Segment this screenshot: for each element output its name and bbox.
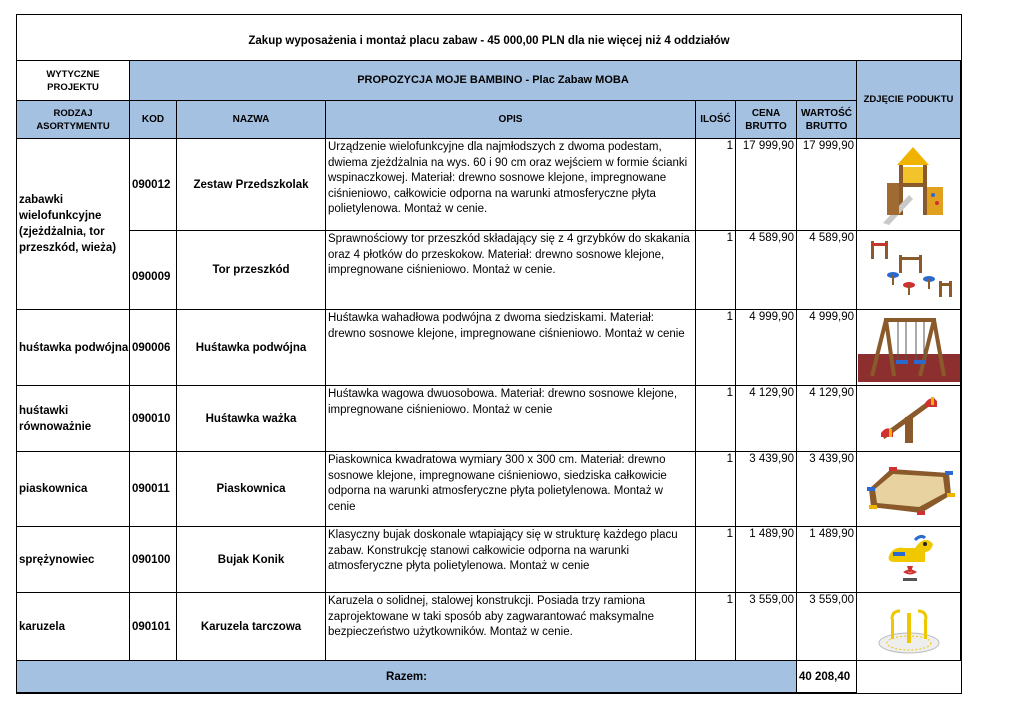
value-cell: 4 129,90 (797, 386, 857, 452)
code-cell: 090100 (130, 527, 177, 593)
name-cell: Huśtawka ważka (177, 386, 326, 452)
quantity-cell: 1 (696, 139, 736, 231)
carousel-image (874, 599, 944, 655)
description-cell: Huśtawka wahadłowa podwójna z dwoma siedziskami. Materiał: drewno sosnowe klejone, impregnowane ciśnieniowo. Montaż w cenie (326, 310, 696, 386)
category-cell: piaskownica (17, 452, 130, 527)
photo-cell (857, 386, 961, 452)
value-cell: 3 439,90 (797, 452, 857, 527)
name-cell: Huśtawka podwójna (177, 310, 326, 386)
double-swing-image (858, 314, 960, 382)
price-cell: 4 999,90 (736, 310, 797, 386)
header-kod: KOD (130, 101, 177, 139)
obstacle-course-image (863, 235, 955, 305)
header-photo: ZDJĘCIE PODUKTU (857, 61, 961, 139)
price-cell: 17 999,90 (736, 139, 797, 231)
code-cell: 090101 (130, 593, 177, 661)
sandbox-image (861, 461, 957, 517)
name-cell: Zestaw Przedszkolak (177, 139, 326, 231)
total-value: 40 208,40 (797, 661, 857, 693)
value-cell: 4 999,90 (797, 310, 857, 386)
photo-cell (857, 527, 961, 593)
header-proposal: PROPOZYCJA MOJE BAMBINO - Plac Zabaw MOBA (130, 61, 857, 101)
category-cell: zabawki wielofunkcyjne (zjeżdżalnia, tor przeszkód, wieża) (17, 139, 130, 310)
description-cell: Urządzenie wielofunkcyjne dla najmłodszych z dwoma podestam, dwiema zjeżdżalnia na wys. 60 i 90 cm oraz wejściem w formie ścianki wspinaczkowej. Materiał: drewno sosnowe klejone, impregnowane ciśnieniowo, całkowicie odporna na warunki atmosferyczne płyta polietylenowa. Montaż w cenie. (326, 139, 696, 231)
quantity-cell: 1 (696, 452, 736, 527)
code-cell: 090010 (130, 386, 177, 452)
playset-tower-image (869, 143, 949, 227)
description-cell: Karuzela o solidnej, stalowej konstrukcji. Posiada trzy ramiona zaprojektowane w taki sposób aby zagwarantować maksymalne bezpieczeństwo użytkowników. Montaż w cenie. (326, 593, 696, 661)
description-cell: Sprawnościowy tor przeszkód składający się z 4 grzybków do skakania oraz 4 płotków do przeskokow. Materiał: drewno sosnowe klejone, impregnowane ciśnieniowo. Montaż w cenie. (326, 231, 696, 310)
header-wytyczne: WYTYCZNE PROJEKTU (17, 61, 130, 101)
name-cell: Tor przeszkód (177, 231, 326, 310)
category-cell: huśtawki równoważnie (17, 386, 130, 452)
description-cell: Huśtawka wagowa dwuosobowa. Materiał: drewno sosnowe klejone, impregnowane ciśnieniowo. Montaż w cenie (326, 386, 696, 452)
quantity-cell: 1 (696, 310, 736, 386)
value-cell: 17 999,90 (797, 139, 857, 231)
photo-cell (857, 231, 961, 310)
photo-cell (857, 593, 961, 661)
seesaw-image (869, 389, 949, 449)
price-cell: 4 129,90 (736, 386, 797, 452)
quantity-cell: 1 (696, 593, 736, 661)
name-cell: Bujak Konik (177, 527, 326, 593)
header-wartosc: WARTOŚĆ BRUTTO (797, 101, 857, 139)
name-cell: Piaskownica (177, 452, 326, 527)
photo-cell (857, 310, 961, 386)
header-rodzaj: RODZAJ ASORTYMENTU (17, 101, 130, 139)
total-label: Razem: (17, 661, 797, 693)
price-cell: 3 439,90 (736, 452, 797, 527)
header-nazwa: NAZWA (177, 101, 326, 139)
category-cell: huśtawka podwójna (17, 310, 130, 386)
spring-horse-image (879, 532, 939, 588)
value-cell: 1 489,90 (797, 527, 857, 593)
description-cell: Piaskownica kwadratowa wymiary 300 x 300 cm. Materiał: drewno sosnowe klejone, impregnowane ciśnieniowo, siedziska całkowicie odporna na warunki atmosferyczne płyta polietylenowa. Montaż w cenie (326, 452, 696, 527)
header-ilosc: ILOŚĆ (696, 101, 736, 139)
price-cell: 1 489,90 (736, 527, 797, 593)
header-cena: CENA BRUTTO (736, 101, 797, 139)
name-cell: Karuzela tarczowa (177, 593, 326, 661)
photo-cell (857, 139, 961, 231)
code-cell: 090012 (130, 139, 177, 231)
price-cell: 3 559,00 (736, 593, 797, 661)
category-cell: karuzela (17, 593, 130, 661)
code-cell: 090006 (130, 310, 177, 386)
quantity-cell: 1 (696, 386, 736, 452)
quantity-cell: 1 (696, 231, 736, 310)
value-cell: 4 589,90 (797, 231, 857, 310)
description-cell: Klasyczny bujak doskonale wtapiający się w strukturę każdego placu zabaw. Konstrukcję stanowi całkowicie odporna na warunki atmosferyczne płyta polietylenowa. Montaż w cenie (326, 527, 696, 593)
header-opis: OPIS (326, 101, 696, 139)
code-cell: 090011 (130, 452, 177, 527)
offer-table (16, 14, 962, 694)
photo-cell (857, 452, 961, 527)
price-cell: 4 589,90 (736, 231, 797, 310)
quantity-cell: 1 (696, 527, 736, 593)
value-cell: 3 559,00 (797, 593, 857, 661)
document-title: Zakup wyposażenia i montaż placu zabaw - 45 000,00 PLN dla nie więcej niż 4 oddziałów (17, 15, 961, 61)
code-cell: 090009 (130, 231, 177, 310)
category-cell: sprężynowiec (17, 527, 130, 593)
